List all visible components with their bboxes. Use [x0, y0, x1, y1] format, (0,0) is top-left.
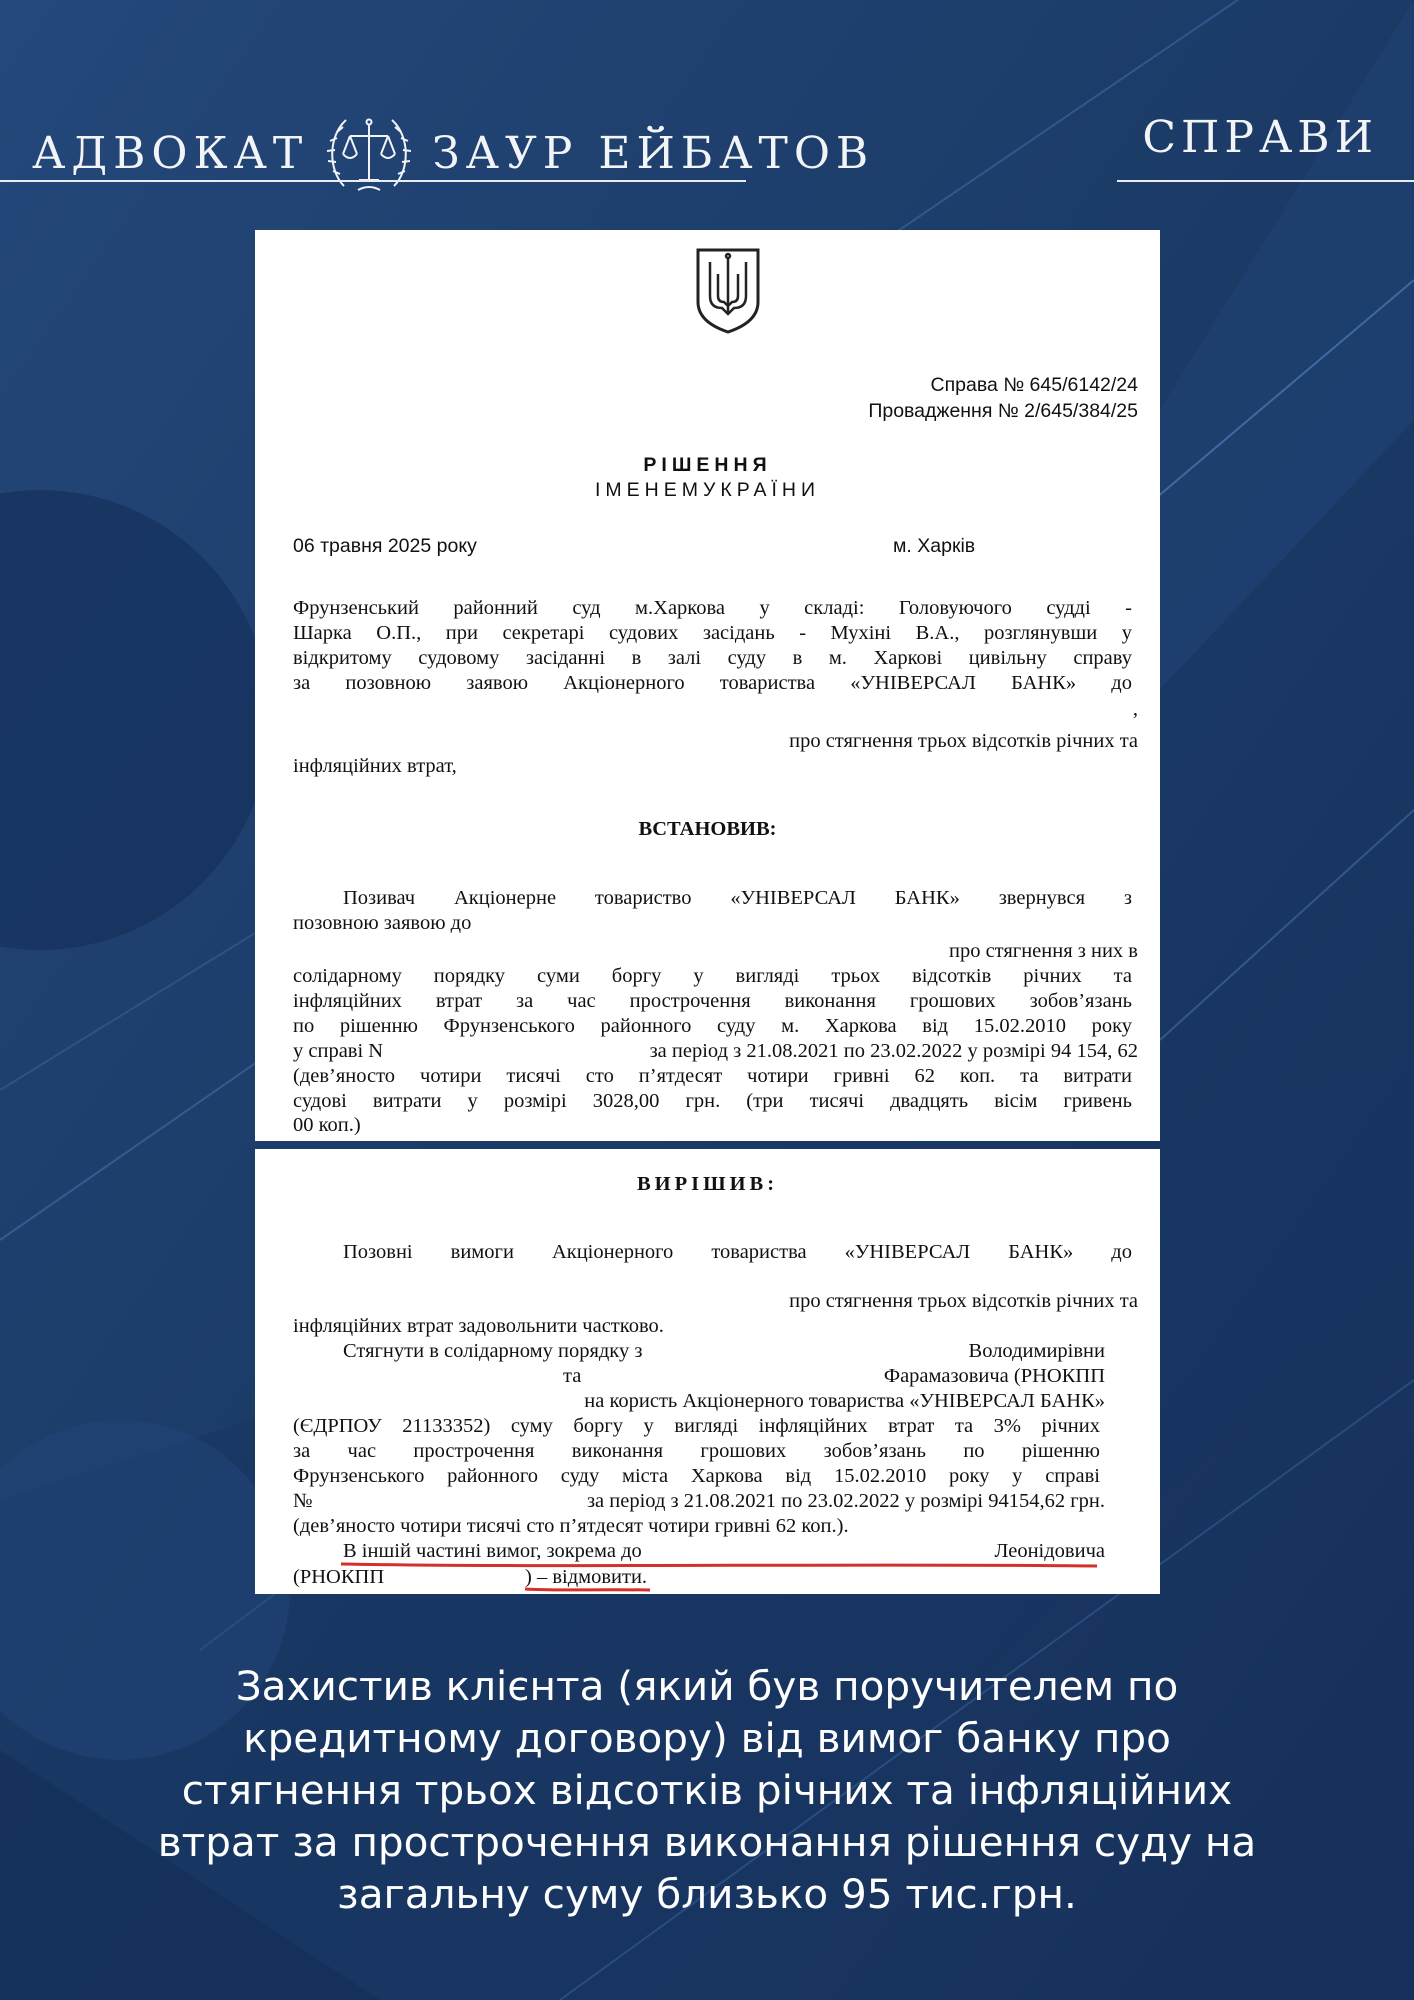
- court-decision-page-bottom: [255, 1149, 1160, 1594]
- proceeding-number: Провадження № 2/645/384/25: [868, 400, 1138, 422]
- decision-subtitle: ІМЕНЕМУКРАЇНИ: [595, 479, 820, 501]
- caption-line: загальну суму близько 95 тис.грн.: [337, 1870, 1077, 1918]
- heading-established: ВСТАНОВИВ:: [638, 818, 777, 840]
- ruling-line: Стягнути в солідарному порядку з: [343, 1340, 643, 1362]
- ruling-line: ) – відмовити.: [525, 1566, 648, 1588]
- header-divider-left: [0, 180, 746, 182]
- ruling-line: на користь Акціонерного товариства «УНІВЕРСАЛ БАНК»: [584, 1390, 1105, 1412]
- intro-line: Фрунзенський районний суд м.Харкова у складі: Головуючого судді -: [293, 597, 1132, 619]
- ruling-line: №: [293, 1490, 313, 1512]
- decision-date: 06 травня 2025 року: [293, 535, 477, 557]
- decision-title: РІШЕННЯ: [643, 454, 772, 476]
- red-underline-annotation: [255, 1149, 1160, 1594]
- body-line: позовною заявою до: [293, 912, 472, 934]
- header-divider-right: [1117, 180, 1414, 182]
- section-title: СПРАВИ: [1142, 112, 1378, 163]
- case-summary-caption: [60, 1660, 1354, 1920]
- ruling-line: Фарамазовича (РНОКПП: [883, 1365, 1105, 1387]
- ruling-line: (дев’яносто чотири тисячі сто п’ятдесят чотири гривні 62 коп.).: [293, 1515, 849, 1537]
- decision-city: м. Харків: [893, 535, 976, 557]
- caption-line: стягнення трьох відсотків річних та інфляційних: [181, 1766, 1233, 1814]
- brand-right-text: ЗАУР ЕЙБАТОВ: [432, 127, 875, 179]
- ruling-line: за період з 21.08.2021 по 23.02.2022 у розмірі 94154,62 грн.: [586, 1490, 1105, 1512]
- intro-line: про стягнення трьох відсотків річних та: [789, 730, 1138, 752]
- body-line: солідарному порядку суми боргу у вигляді трьох відсотків річних та: [293, 965, 1132, 987]
- body-line: інфляційних втрат за час прострочення виконання грошових зобов’язань: [293, 990, 1132, 1012]
- body-line: Позивач Акціонерне товариство «УНІВЕРСАЛ БАНК» звернувся з: [343, 887, 1132, 909]
- ruling-line: Володимирівни: [968, 1340, 1105, 1362]
- ruling-line: Позовні вимоги Акціонерного товариства «УНІВЕРСАЛ БАНК» до: [343, 1241, 1132, 1263]
- brand-left-text: АДВОКАТ: [32, 127, 309, 179]
- intro-line: інфляційних втрат,: [293, 755, 457, 777]
- heading-decided: ВИРІШИВ:: [636, 1173, 779, 1195]
- ukraine-trident-icon: [692, 244, 764, 334]
- body-line: (дев’яносто чотири тисячі сто п’ятдесят чотири гривні 62 коп. та витрати: [293, 1065, 1132, 1087]
- intro-line: відкритому судовому засіданні в залі суду в м. Харкові цивільну справу: [293, 647, 1132, 669]
- body-line: 00 коп.): [293, 1114, 361, 1136]
- intro-line: Шарка О.П., при секретарі судових засідань - Мухіні В.А., розглянувши у: [293, 622, 1132, 644]
- body-line: про стягнення з них в: [948, 940, 1138, 962]
- caption-line: втрат за прострочення виконання рішення суду на: [157, 1818, 1257, 1866]
- body-line: у справі N: [293, 1040, 384, 1062]
- intro-line: за позовною заявою Акціонерного товариства «УНІВЕРСАЛ БАНК» до: [293, 672, 1132, 694]
- ruling-line: (ЄДРПОУ 21133352) суму боргу у вигляді інфляційних втрат та 3% річних: [293, 1415, 1100, 1437]
- case-number: Справа № 645/6142/24: [930, 374, 1138, 396]
- ruling-line: за час прострочення виконання грошових зобов’язань по рішенню: [293, 1440, 1100, 1462]
- ruling-line: Леонідовича: [994, 1540, 1105, 1562]
- caption-line: кредитному договору) від вимог банку про: [243, 1714, 1171, 1762]
- ruling-line: В іншій частині вимог, зокрема до: [343, 1540, 642, 1562]
- ruling-line: Фрунзенського районного суду міста Харкова від 15.02.2010 року у справі: [293, 1465, 1100, 1487]
- body-line: по рішенню Фрунзенського районного суду м. Харкова від 15.02.2010 року: [293, 1015, 1132, 1037]
- ruling-line: та: [563, 1365, 582, 1387]
- scales-of-justice-icon: [324, 108, 414, 198]
- body-line: за період з 21.08.2021 по 23.02.2022 у розмірі 94 154, 62: [649, 1040, 1138, 1062]
- ruling-line: (РНОКПП: [293, 1566, 385, 1588]
- brand: [32, 108, 874, 198]
- ruling-line: про стягнення трьох відсотків річних та: [789, 1290, 1138, 1312]
- court-decision-page-top: [255, 230, 1160, 1141]
- body-line: судові витрати у розмірі 3028,00 грн. (три тисячі двадцять вісім гривень: [293, 1090, 1132, 1112]
- ruling-line: інфляційних втрат задовольнити частково.: [293, 1315, 664, 1337]
- intro-line: ,: [1132, 698, 1138, 720]
- caption-line: Захистив клієнта (який був поручителем по: [235, 1662, 1179, 1710]
